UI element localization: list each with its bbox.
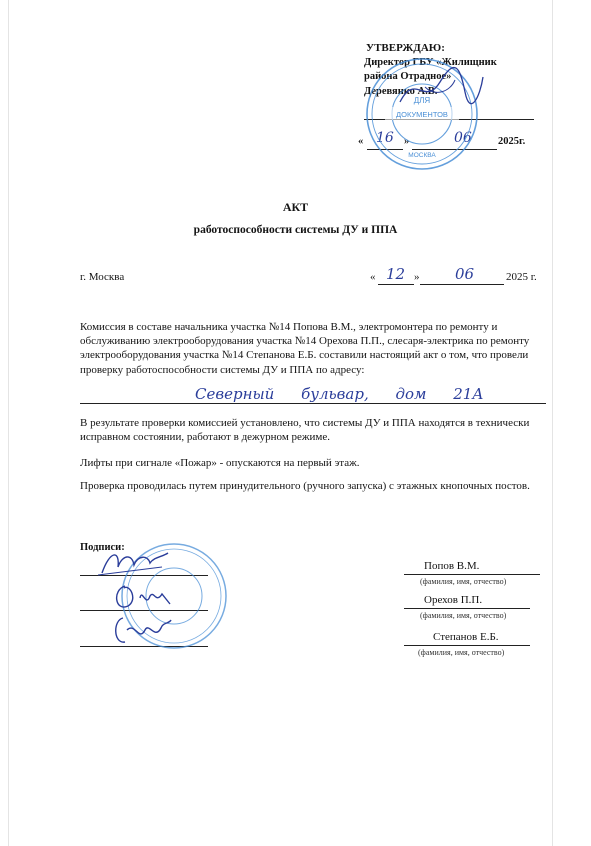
approval-line-3: Деревянко А.В. [364,86,438,97]
date-month-line [420,284,504,285]
document-title: АКТ [282,200,309,214]
signatures-heading: Подписи: [80,542,125,553]
signature-orekhov-icon [110,578,180,616]
stamp-line-2: ДОКУМЕНТОВ [396,110,448,119]
date-quote-open: « [370,271,376,283]
body-paragraph-4: Проверка проводилась путем принудительного (ручного запуска) с этажных кнопочных постов. [80,480,530,492]
stamp-line-1: ДЛЯ [413,96,431,105]
signer-caption: (фамилия, имя, отчество) [420,577,507,586]
body-paragraph-3: Лифты при сигнале «Пожар» - опускаются на первый этаж. [80,457,360,469]
date-day-line [378,284,414,285]
stamp-line-3: МОСКВА [408,152,436,159]
approval-line-1: Директор ГБУ «Жилищник [364,57,497,68]
address-line [80,403,546,404]
signer-name: Попов В.М. [424,560,480,572]
approval-day: 16 [376,130,394,146]
body-paragraph-2: В результате проверки комиссией установлено, что системы ДУ и ППА находятся в технически исправном состоянии, работают в дежурном режиме. [80,417,530,444]
document-subtitle: работоспособности системы ДУ и ППА [193,224,398,236]
approval-year: 2025г. [498,136,526,147]
place: г. Москва [80,271,125,283]
signature-stepanov-icon [105,612,175,650]
signer-caption: (фамилия, имя, отчество) [420,611,507,620]
approval-quote-open: « [358,136,364,147]
signature-popov-icon [92,545,172,580]
signer-name: Степанов Е.Б. [433,631,499,643]
address-handwritten: Северный бульвар, дом 21А [195,385,484,403]
body-paragraph-1: Комиссия в составе начальника участка №14 Попова В.М., электромонтера по ремонту и обслуживанию электрооборудования участка №14 Орехова П.П., слесаря-электрика по ремонту электрооборудования участка №14 Степанова Е.Б. составили настоящий акт о том, что провели проверку работоспособности системы ДУ и ППА по адресу: [80,321,530,376]
signer-name: Орехов П.П. [424,594,483,606]
approval-month: 06 [454,130,472,146]
page-edge-right [552,0,553,846]
approval-quote-close: » [404,136,410,147]
date-quote-close: » [414,271,420,283]
approval-line-2: района Отрадное» [364,71,452,82]
approval-heading: УТВЕРЖДАЮ: [366,42,445,54]
date-day: 12 [386,265,406,283]
approval-signature-icon [395,62,485,112]
date-month: 06 [455,265,475,283]
date-year: 2025 г. [506,271,537,283]
page-edge-left [8,0,9,846]
signer-caption: (фамилия, имя, отчество) [418,648,505,657]
